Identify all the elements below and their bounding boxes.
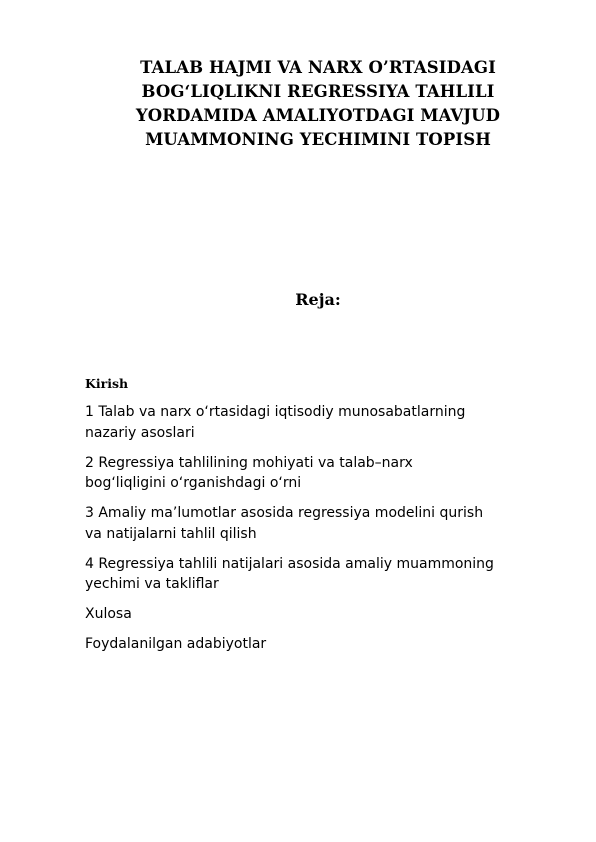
table-of-contents — [85, 402, 565, 664]
toc-item-2 — [85, 453, 565, 494]
title-line: TALAB HAJMI VA NARX O’RTASIDAGI — [140, 58, 496, 77]
toc-item-text: 4 Regressiya tahlili natijalari asosida amaliy muammoning — [85, 555, 494, 572]
toc-item-text: bog‘liqligini o‘rganishdagi o‘rni — [85, 475, 302, 491]
toc-item-text: 3 Amaliy ma’lumotlar asosida regressiya modelini qurish — [85, 505, 484, 521]
toc-item-4 — [85, 554, 565, 595]
toc-item-conclusion — [85, 604, 565, 625]
toc-item-references — [85, 634, 565, 655]
toc-item-3 — [85, 503, 565, 544]
toc-item-text: yechimi va takliflar — [85, 576, 219, 592]
toc-item-text: 1 Talab va narx o‘rtasidagi iqtisodiy munosabatlarning — [85, 404, 466, 420]
plan-heading: Reja: — [295, 290, 341, 309]
document-title — [90, 56, 546, 152]
toc-intro: Kirish — [85, 376, 129, 391]
title-line: MUAMMONING YECHIMINI TOPISH — [145, 130, 491, 149]
toc-item-1 — [85, 402, 565, 443]
toc-item-text: Foydalanilgan adabiyotlar — [85, 636, 267, 652]
toc-item-text: nazariy asoslari — [85, 424, 195, 441]
toc-item-text: va natijalarni tahlil qilish — [85, 525, 257, 542]
toc-item-text: Xulosa — [85, 606, 132, 622]
title-line: BOG‘LIQLIKNI REGRESSIYA TAHLILI — [141, 82, 495, 101]
title-line: YORDAMIDA AMALIYOTDAGI MAVJUD — [135, 106, 501, 125]
toc-item-text: 2 Regressiya tahlilining mohiyati va talab–narx — [85, 454, 413, 471]
